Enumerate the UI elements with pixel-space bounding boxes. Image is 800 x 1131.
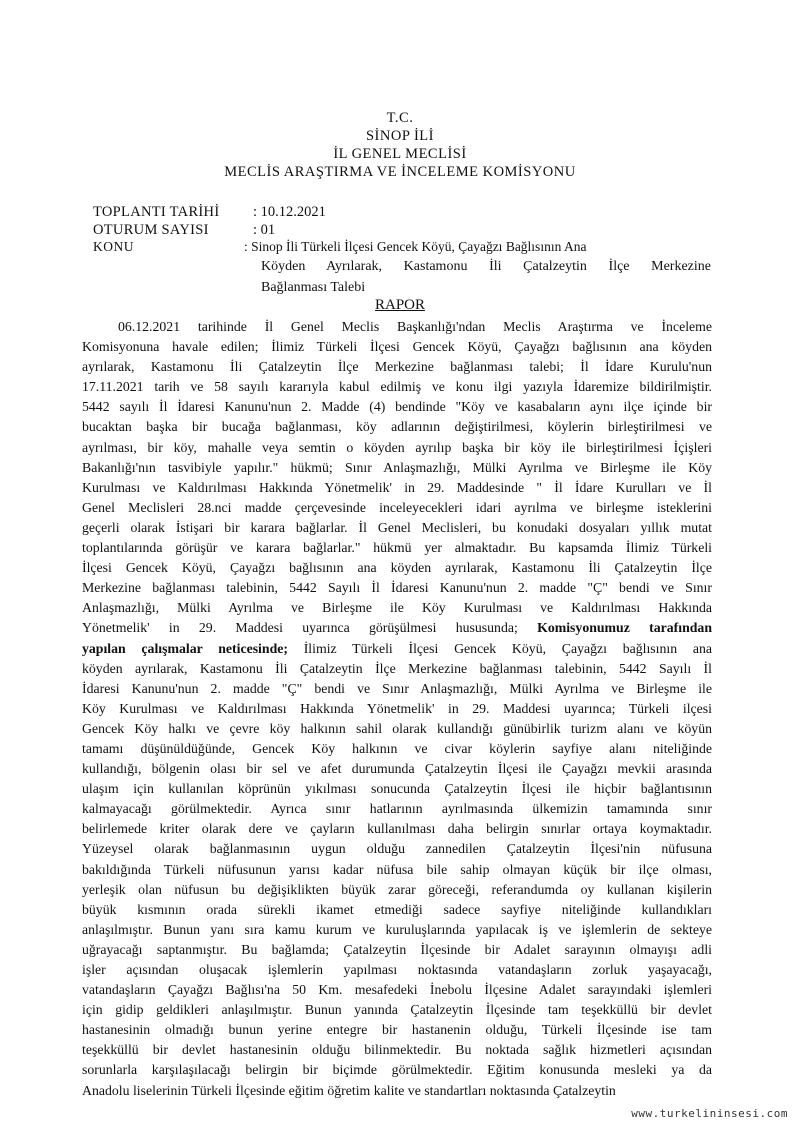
body-line: İlçesi Gencek Köyü, Çayağzı bağlısının ana köyden ayrılarak, Kastamonu İli Çatalzeytin İlçe bbox=[82, 560, 712, 576]
meeting-date-label: TOPLANTI TARİHİ bbox=[93, 204, 220, 220]
subject-line-3: Bağlanması Talebi bbox=[261, 280, 366, 295]
body-line: vatandaşların Çayağzı Bağlısı'na 50 Km. mesafedeki İnebolu İlçesine Adalet sarayındaki işlemleri bbox=[82, 982, 712, 998]
header-province: SİNOP İLİ bbox=[365, 128, 434, 144]
body-line: Anadolu liselerinin Türkeli İlçesinde eğitim öğretim kalite ve standartları noktasında Çatalzeytin bbox=[82, 1082, 616, 1098]
watermark-url: www.turkelininsesi.com bbox=[631, 1107, 788, 1120]
header-tc: T.C. bbox=[386, 110, 414, 126]
body-line-mixed bbox=[82, 618, 712, 638]
body-line: Gencek Köy halkı ve çevre köy halkının sahil olarak kullandığı günübirlik turizm alanı ve köyün bbox=[82, 720, 712, 736]
subject-block bbox=[93, 238, 713, 298]
body-line: köyden ayrılarak, Kastamonu İli Çatalzeytin İlçe Merkezine bağlanması talebinin, 5442 Sayılı İl bbox=[82, 660, 712, 676]
body-line: Merkezine bağlanması talebinin, 5442 Sayılı İl İdaresi Kanunu'nun 2. madde "Ç" bendi ve Sınır bbox=[82, 580, 712, 596]
session-value: : 01 bbox=[253, 222, 276, 238]
body-line: bucaktan başka bir bucağa bağlanması, köy adlarının değiştirilmesi, köylerin birleştirilmesi ve bbox=[82, 419, 712, 435]
body-line: uğrayacağı saptanmıştır. Bu bağlamda; Çatalzeytin İlçesinde bir Adalet sarayının olmayışı adli bbox=[82, 941, 712, 957]
body-line: kullandığı, bölgenin olası bir sel ve afet durumunda Çatalzeytin İlçesi ile Çayağzı mevkii arasında bbox=[82, 761, 712, 777]
subject-row bbox=[93, 238, 713, 256]
body-line: anlaşılmıştır. Bunun yanı sıra kamu kurum ve kuruluşlarında yapılacak iş ve işlemlerin de sekteye bbox=[82, 921, 712, 937]
body-line: Anlaşmazlığı, Mülki Ayrılma ve Birleşme ile Köy Kurulması ve Kaldırılması Hakkında bbox=[82, 600, 712, 616]
body-line: toplantılarında görüşür ve karara bağlarlar." hükmü yer almaktadır. Bu kapsamda İlimiz Türkeli bbox=[82, 540, 712, 556]
body-line: geçerli olarak İstişari bir karara bağlarlar. İl Genel Meclisleri, bu konudaki dosyaları yıllık mutat bbox=[82, 519, 712, 535]
body-line: Yüzeysel olarak bağlanmasının uygun olduğu zannedilen Çatalzeytin İlçesi'nin nüfusuna bbox=[82, 841, 712, 857]
body-line: büyük kısmının orada sürekli ikamet etmediği sadece sayfiye niteliğinde kullandıkları bbox=[82, 901, 712, 917]
body-line: teşekküllü bir devlet hastanesinin olduğu bilinmektedir. Bu noktada sağlık hizmetleri açısından bbox=[82, 1042, 712, 1058]
header-commission: MECLİS ARAŞTIRMA VE İNCELEME KOMİSYONU bbox=[224, 164, 576, 180]
subject-line-1: : Sinop İli Türkeli İlçesi Gencek Köyü, Çayağzı Bağlısının Ana bbox=[244, 239, 587, 254]
body-line: Komisyonuna havale edilen; İlimiz Türkeli İlçesi Gencek Köyü, Çayağzı bağlısının ana köyden bbox=[82, 339, 712, 355]
body-line: 5442 sayılı İl İdaresi Kanunu'nun 2. Madde (4) bendinde "Köy ve kasabaların aynı ilçe içinde bir bbox=[82, 399, 712, 415]
body-line: ayrılarak, Kastamonu İli Çatalzeytin İlçe Merkezine bağlanması talebi; İl İdare Kurulu'nun bbox=[82, 359, 712, 375]
body-line: 17.11.2021 tarih ve 58 sayılı kararıyla kabul edilmiş ve konu ilgi yazıyla İdaremize bildirilmiştir. bbox=[82, 379, 712, 395]
document-header bbox=[0, 109, 800, 181]
meeting-date-value: : 10.12.2021 bbox=[253, 204, 326, 220]
body-line: işler açısından oluşacak işlemlerin yapılması noktasında vatandaşların zorluk yaşayacağı, bbox=[82, 962, 712, 977]
body-line: için gidip geldikleri anlaşılmıştır. Bunun yanında Çatalzeytin İlçesinde tam teşekküllü bir devlet bbox=[82, 1002, 712, 1018]
body-line: bakıldığında Türkeli nüfusunun yarısı kadar nüfusa bile sahip olmayan küçük bir ilçe olması, bbox=[82, 861, 712, 877]
body-line: belirlemede kriter olarak dere ve çayların kullanılması daha belirgin sınırlar ortaya koymaktadır. bbox=[82, 821, 712, 837]
body-line-text: İlimiz Türkeli İlçesi Gencek Köyü, Çayağzı bağlısının ana bbox=[303, 640, 712, 656]
body-line: İdaresi Kanunu'nun 2. madde "Ç" bendi ve Sınır Anlaşmazlığı, Mülki Ayrılma ve Birleşme ile bbox=[82, 680, 712, 696]
body-line: yerleşik olan nüfusun bu değişiklikten büyük zarar göreceği, referandumda oy kullanan kişilerin bbox=[82, 881, 712, 897]
report-body bbox=[82, 317, 712, 1101]
body-line: sorunlarla karşılaşılacağı belirgin bir biçimde görülmektedir. Eğitim konusunda mesleki ya da bbox=[82, 1062, 712, 1078]
body-line: kalmayacağı görülmektedir. Ayrıca sınır hatlarının ayrılmasında ülkemizin tamamında sınır bbox=[82, 801, 712, 817]
report-title: RAPOR bbox=[374, 297, 426, 313]
body-line: hastanesinin olmadığı bunun yerine entegre bir hastanenin olduğu, Türkeli İlçesinde ise tam bbox=[82, 1022, 712, 1038]
session-label: OTURUM SAYISI bbox=[93, 222, 209, 238]
body-bold-text: Komisyonumuz tarafından bbox=[537, 620, 712, 636]
meeting-info bbox=[93, 203, 326, 239]
body-line: Bakanlığı'nın tasvibiyle yapılır." hükmü; Sınır Anlaşmazlığı, Mülki Ayrılma ve Birleşme ile Köy bbox=[82, 459, 712, 475]
body-line: ayrılması, bir köy, mahalle veya semtin o köyden ayrılıp başka bir köy ile birleştirilmesi İçişleri bbox=[82, 439, 712, 455]
body-bold-text: yapılan çalışmalar neticesinde; bbox=[82, 640, 288, 656]
body-line: 06.12.2021 tarihinde İl Genel Meclis Başkanlığı'ndan Meclis Araştırma ve İnceleme bbox=[118, 319, 712, 334]
body-line: Kurulması ve Kaldırılması Hakkında Yönetmelik' in 29. Maddesinde " İl İdare Kurulları ve İl bbox=[82, 479, 712, 495]
body-line-mixed bbox=[82, 639, 712, 659]
header-council: İL GENEL MECLİSİ bbox=[333, 146, 467, 162]
body-line: ulaşım için kullanılan köprünün yıkılması sonucunda Çatalzeytin İlçesi ile hiçbir bağlantısının bbox=[82, 781, 712, 797]
subject-label: KONU bbox=[93, 239, 134, 254]
meeting-date-row bbox=[93, 203, 326, 221]
subject-line-2: Köyden Ayrılarak, Kastamonu İli Çatalzeytin İlçe Merkezine bbox=[261, 259, 711, 274]
body-line-text: Yönetmelik' in 29. Maddesi uyarınca görüşülmesi hususunda; bbox=[82, 620, 518, 636]
body-line: Genel Meclisleri 28.nci madde çerçevesinde inceleyecekleri idari ayrılma ve birleşme isteklerini bbox=[82, 499, 712, 515]
body-line: Köy Kurulması ve Kaldırılması Hakkında Yönetmelik' in 29. Maddesi uyarınca; Türkeli ilçesi bbox=[82, 700, 712, 716]
body-line: tamamı düşünüldüğünde, Gencek Köy halkının ve civar köylerin sayfiye alanı niteliğinde bbox=[82, 740, 712, 756]
session-row bbox=[93, 221, 326, 239]
